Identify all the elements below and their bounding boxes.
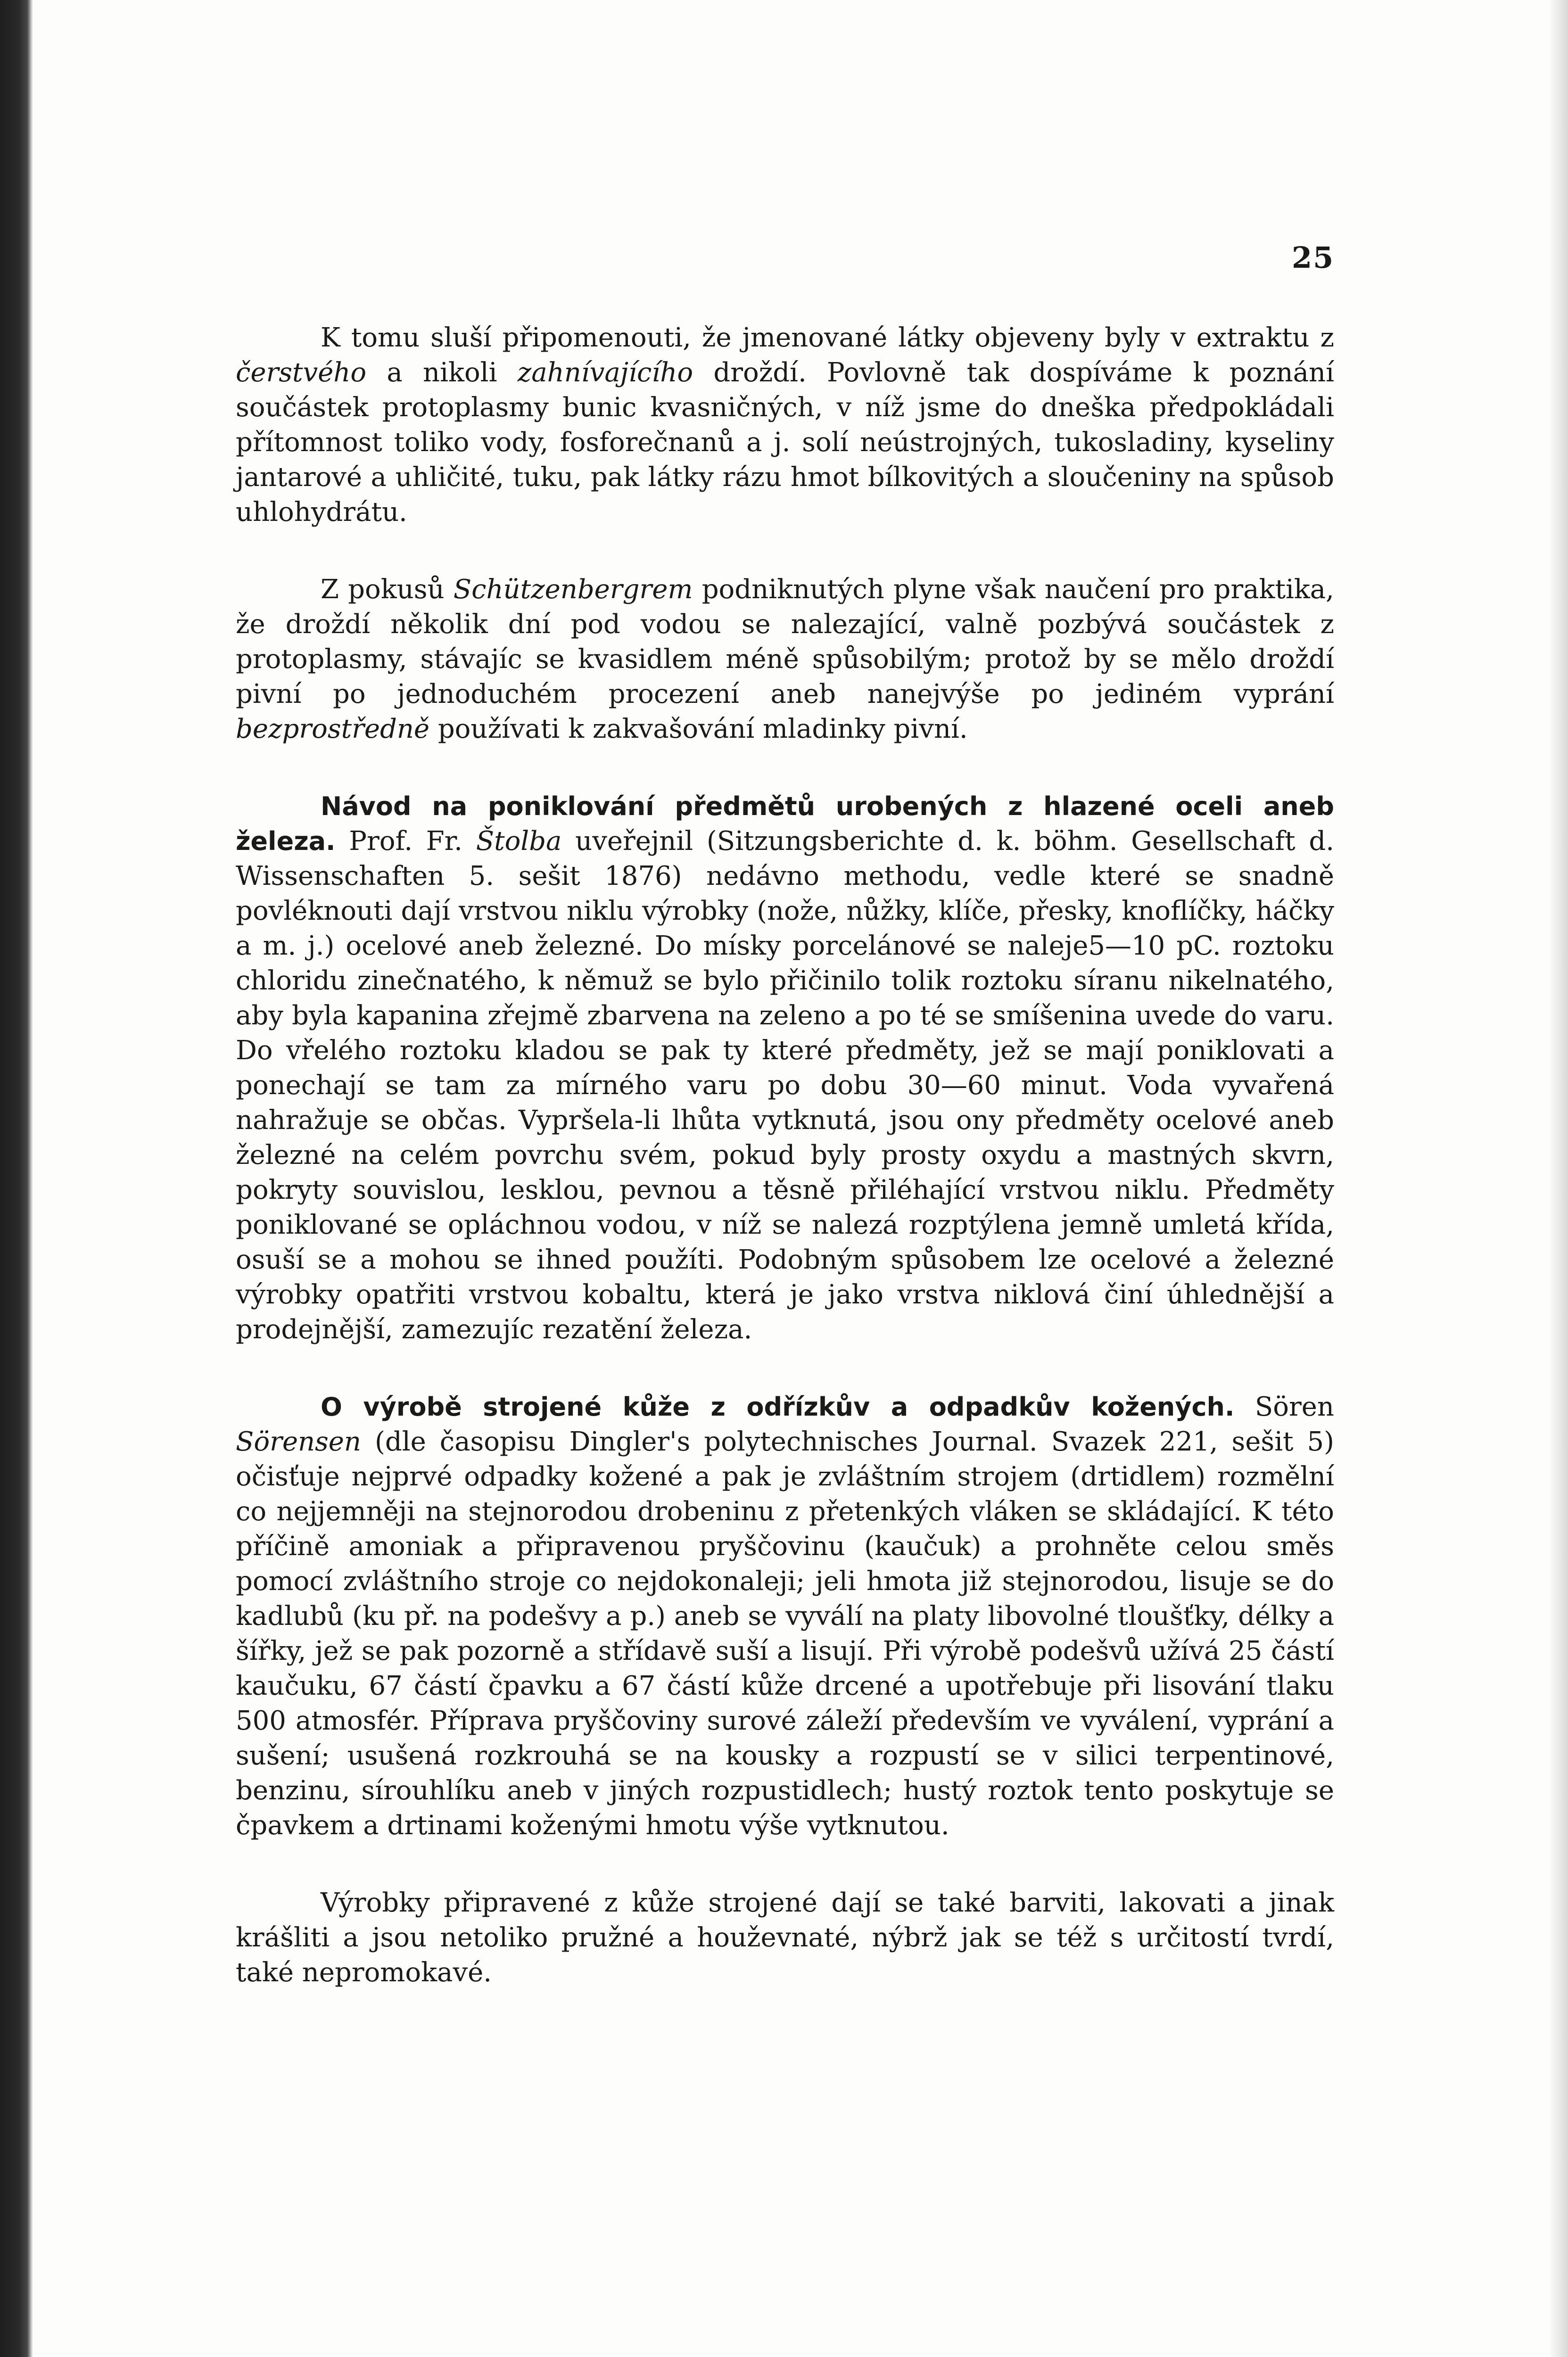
section-heading-nickel-plating: Návod na poniklování předmětů urobených z hlazené oceli aneb železa.	[236, 791, 1334, 856]
text-column	[236, 321, 1334, 1990]
scan-right-edge	[1549, 0, 1568, 2357]
paragraph-schutzenberger-experiments: Z pokusů Schützenbergrem podniknutých plyne však naučení pro praktika, že droždí několik dní pod vodou se nalezající, valně pozbývá součástek z protoplasmy, stávajíc se kvasidlem méně spůsobilým; protož by se mělo droždí pivní po jednoduchém procezení aneb nanejvýše po jediném vyprání bezprostředně používati k zakvašování mladinky pivní.	[236, 574, 1334, 744]
scan-binding-edge	[0, 0, 33, 2357]
section-artificial-leather: O výrobě strojené kůže z odřízkův a odpadkův kožených. Sören Sörensen (dle časopisu Dingler's polytechnisches Journal. Svazek 221, sešit 5) očisťuje nejprvé odpadky kožené a pak je zvláštním strojem (drtidlem) rozmělní co nejjemněji na stejnorodou drobeninu z přetenkých vláken se skládající. K této příčině amoniak a připravenou pryščovinu (kaučuk) a prohněte celou směs pomocí zvláštního stroje co nejdokonaleji; jeli hmota již stejnorodou, lisuje se do kadlubů (ku př. na podešvy a p.) aneb se vyválí na platy libovolné tloušťky, délky a šířky, jež se pak pozorně a střídavě suší a lisují. Při výrobě podešvů užívá 25 částí kaučuku, 67 částí čpavku a 67 částí kůže drcené a upotřebuje při lisování tlaku 500 atmosfér. Příprava pryščoviny surové záleží především ve vyválení, vyprání a sušení; usušená rozkrouhá se na kousky a rozpustí se v silici terpentinové, benzinu, sírouhlíku aneb v jiných rozpustidlech; hustý roztok tento poskytuje se čpavkem a drtinami koženými hmotu výše vytknutou.	[236, 1392, 1334, 1841]
section-heading-artificial-leather: O výrobě strojené kůže z odřízkův a odpadkův kožených.	[321, 1392, 1235, 1422]
page-number: 25	[1292, 240, 1335, 275]
section-nickel-plating: Návod na poniklování předmětů urobených z hlazené oceli aneb železa. Prof. Fr. Štolba uveřejnil (Sitzungsberichte d. k. böhm. Gesellschaft d. Wissenschaften 5. sešit 1876) nedávno methodu, vedle které se snadně povléknouti dají vrstvou niklu výrobky (nože, nůžky, klíče, přesky, knoflíčky, háčky a m. j.) ocelové aneb železné. Do mísky porcelánové se naleje5—10 pC. roztoku chloridu zinečnatého, k němuž se bylo přičinilo tolik roztoku síranu nikelnatého, aby byla kapanina zřejmě zbarvena na zeleno a po té se smíšenina uvede do varu. Do vřelého roztoku kladou se pak ty které předměty, jež se mají poniklovati a ponechají se tam za mírného varu po dobu 30—60 minut. Voda vyvařená nahražuje se občas. Vypršela-li lhůta vytknutá, jsou ony předměty ocelové aneb železné na celém povrchu svém, pokud byly prosty oxydu a mastných skvrn, pokryty souvislou, lesklou, pevnou a těsně přiléhající vrstvou niklu. Předměty poniklované se opláchnou vodou, v níž se nalezá rozptýlena jemně umletá křída, osuší se a mohou se ihned použíti. Podobným spůsobem lze ocelové a železné výrobky opatřiti vrstvou kobaltu, která je jako vrstva niklová činí úhlednější a prodejnější, zamezujíc rezatění železa.	[236, 791, 1335, 1345]
paragraph-leather-products: Výrobky připravené z kůže strojené dají se také barviti, lakovati a jinak krášliti a jsou netoliko pružné a houževnaté, nýbrž jak se též s určitostí tvrdí, také nepromokavé.	[236, 1887, 1334, 1988]
paragraph-yeast-protoplasm: K tomu sluší připomenouti, že jmenované látky objeveny byly v extraktu z čerstvého a nikoli zahnívajícího droždí. Povlovně tak dospíváme k poznání součástek protoplasmy bunic kvasničných, v níž jsme do dneška předpokládali přítomnost toliko vody, fosforečnanů a j. solí neústrojných, tukosladiny, kyseliny jantarové a uhličité, tuku, pak látky rázu hmot bílkovitých a sloučeniny na spůsob uhlohydrátu.	[236, 322, 1335, 527]
